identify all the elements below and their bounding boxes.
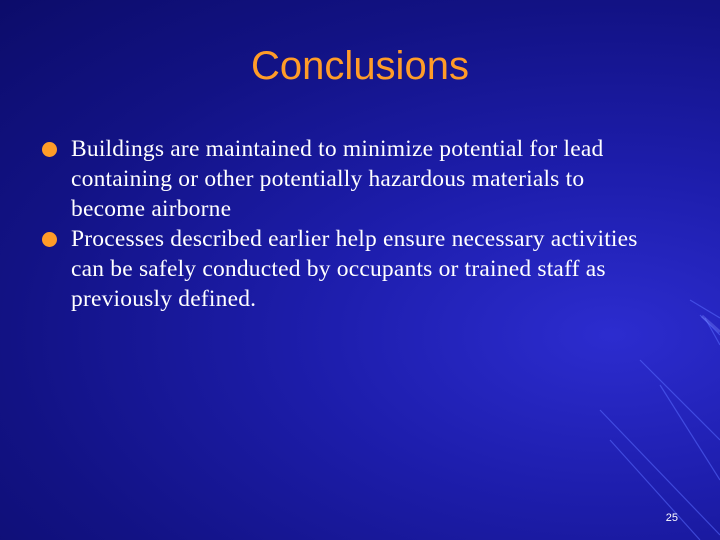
bullet-dot-icon xyxy=(42,142,57,157)
bullet-item xyxy=(42,134,662,224)
bullet-item xyxy=(42,224,662,314)
bullet-text: Buildings are maintained to minimize potential for lead containing or other potentially hazardous materials to become airborne xyxy=(71,136,604,222)
bullet-text: Processes described earlier help ensure necessary activities can be safely conducted by occupants or trained staff as previously defined. xyxy=(71,226,638,312)
page-number: 25 xyxy=(665,512,678,524)
slide-title: Conclusions xyxy=(251,44,469,88)
bullet-list xyxy=(42,134,662,314)
bullet-dot-icon xyxy=(42,232,57,247)
